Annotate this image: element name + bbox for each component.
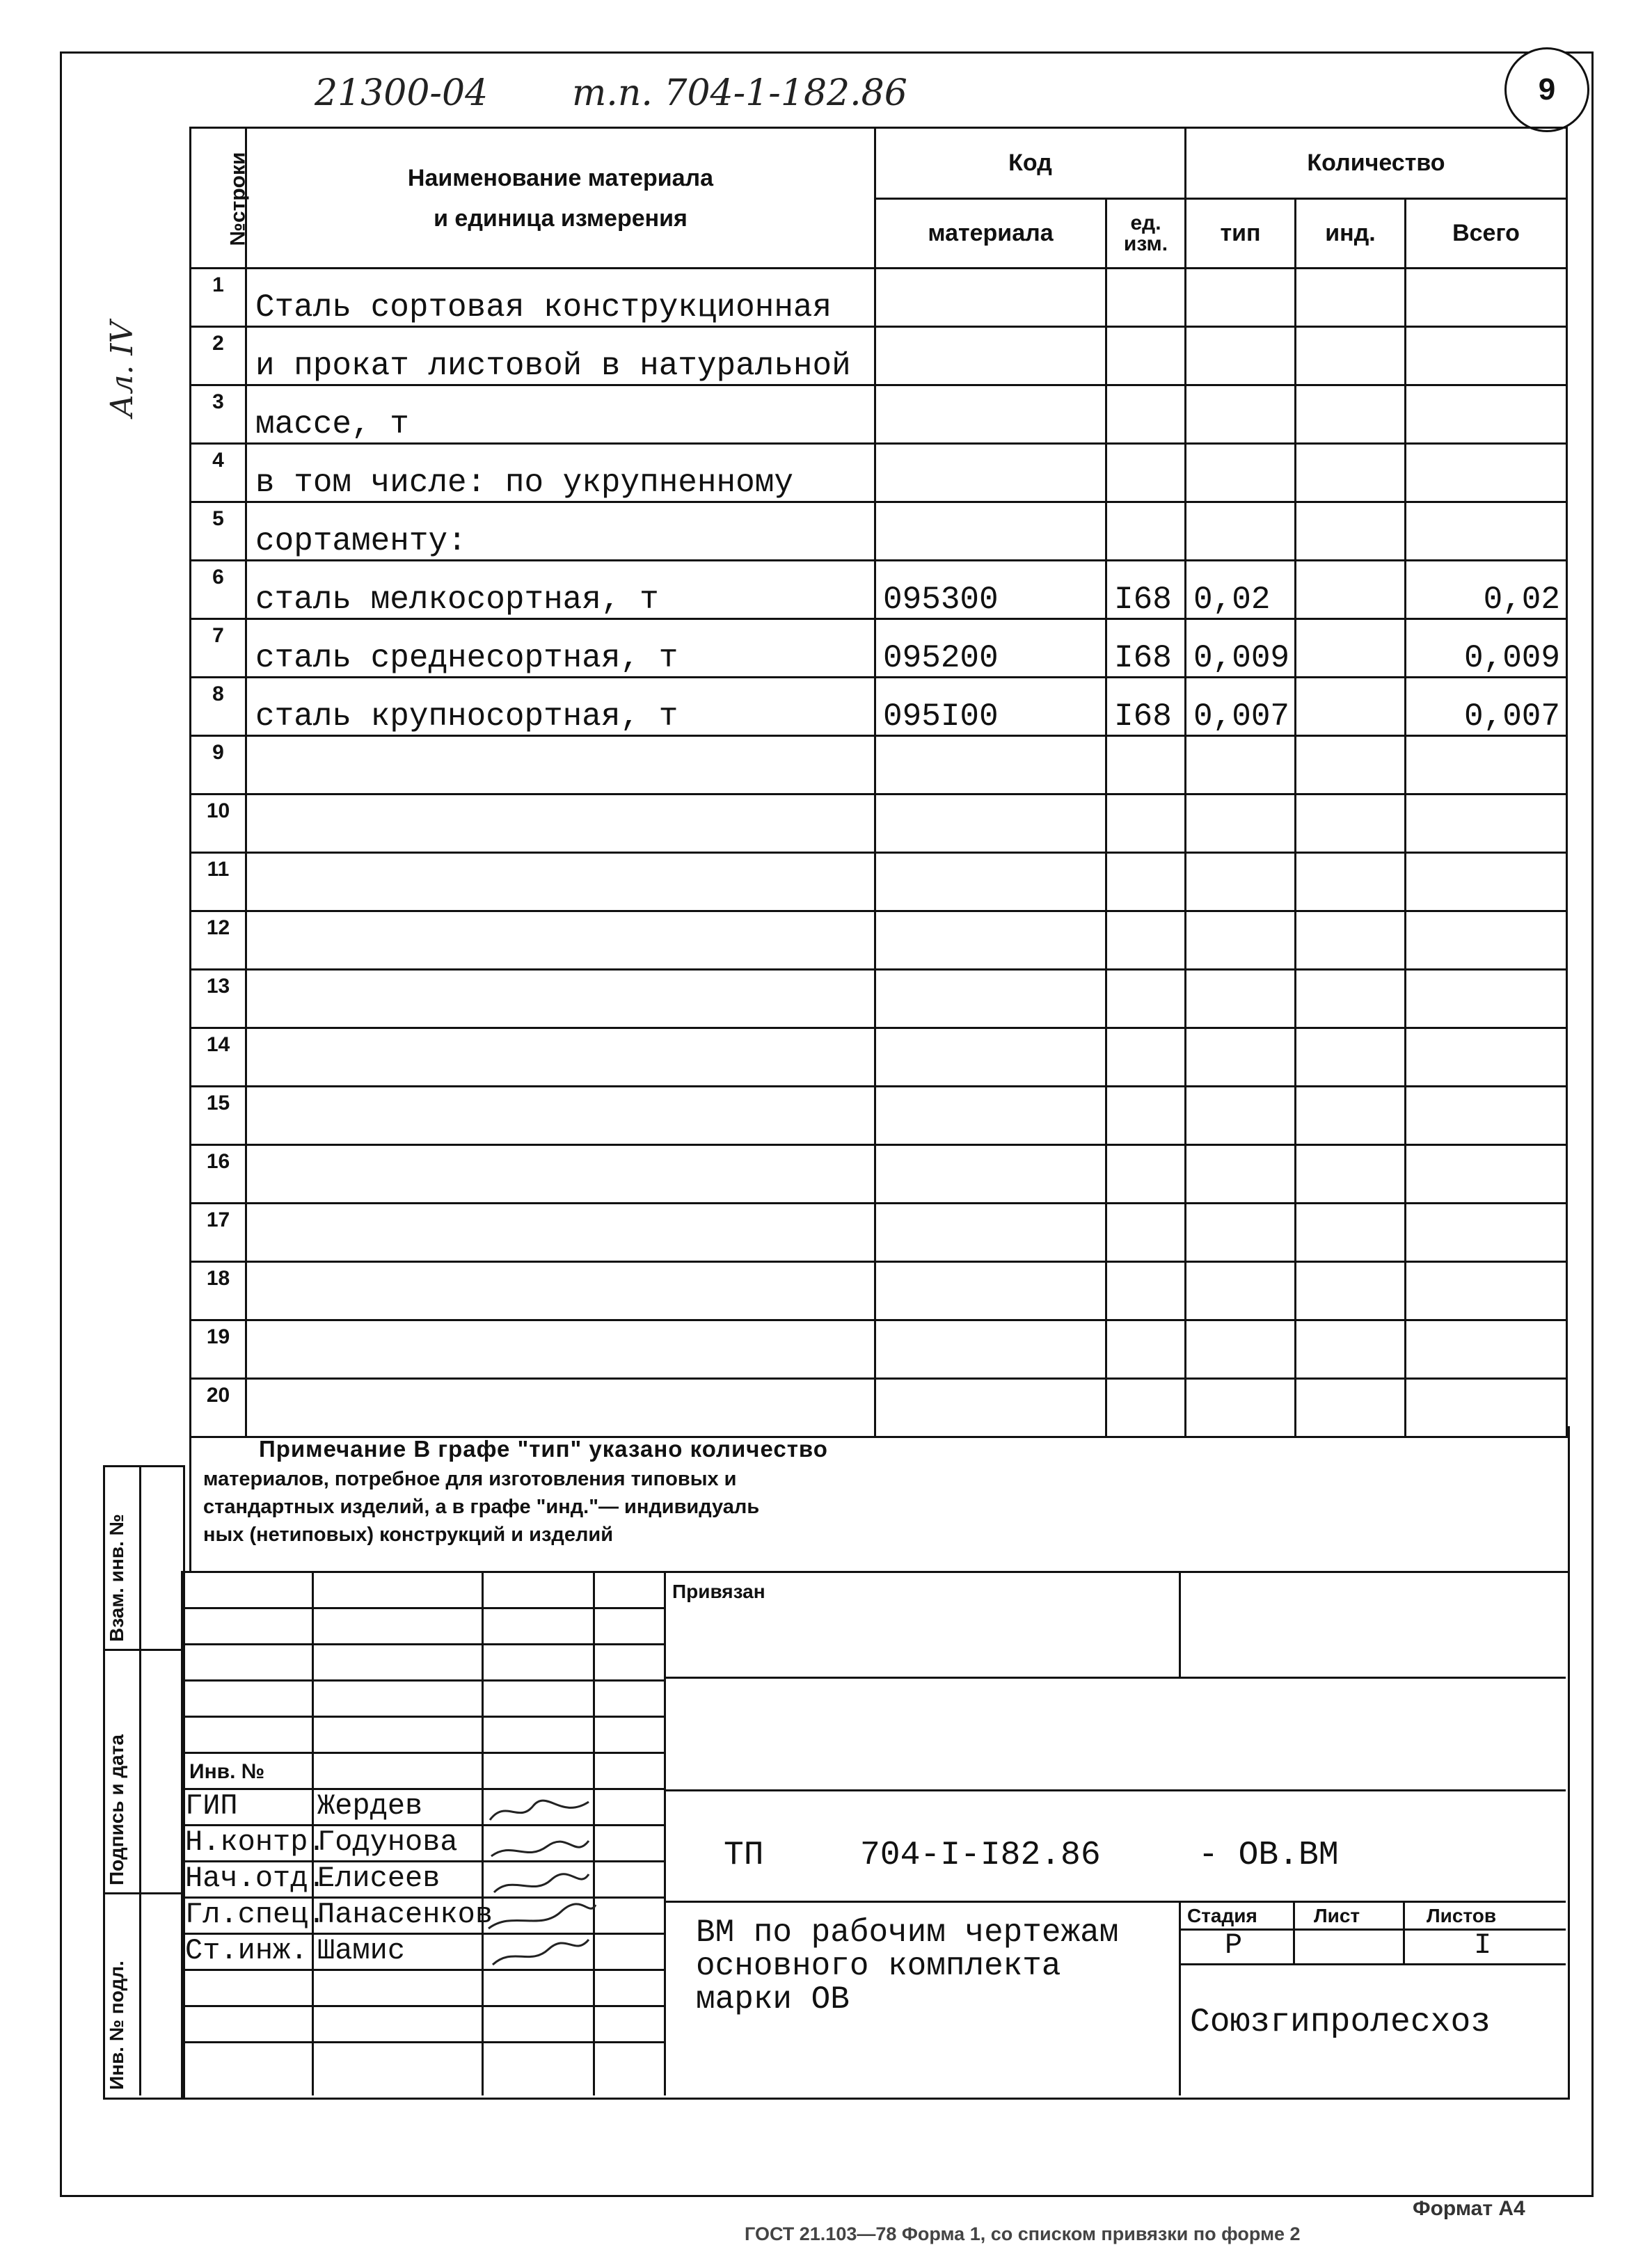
qty-type — [1186, 794, 1296, 853]
unit-code — [1106, 444, 1186, 502]
material-code — [875, 1087, 1106, 1145]
material-name — [246, 1145, 875, 1204]
row-number: 13 — [191, 970, 246, 1028]
material-code — [875, 853, 1106, 911]
format-label: Формат А4 — [1413, 2197, 1525, 2220]
qty-type — [1186, 736, 1296, 794]
qty-total: 0,007 — [1406, 678, 1567, 736]
staff-name: Жердев — [317, 1789, 423, 1823]
table-row — [191, 619, 1567, 678]
col-code-material-header: материала — [875, 199, 1106, 269]
material-code — [875, 1028, 1106, 1087]
materials-table — [189, 127, 1568, 1438]
qty-type — [1186, 444, 1296, 502]
qty-total — [1406, 269, 1567, 327]
table-row — [191, 794, 1567, 853]
material-name — [246, 1087, 875, 1145]
doc-code: 704-I-I82.86 — [860, 1837, 1101, 1874]
qty-ind — [1296, 1145, 1406, 1204]
table-row — [191, 561, 1567, 619]
row-number: 11 — [191, 853, 246, 911]
table-row — [191, 1204, 1567, 1262]
material-code — [875, 1262, 1106, 1320]
description-line-2: основного комплекта — [696, 1948, 1061, 1984]
row-number: 4 — [191, 444, 246, 502]
row-number: 3 — [191, 385, 246, 444]
col-code-unit-header: ед. изм. — [1106, 199, 1186, 269]
side-label-inv-podl: Инв. № подл. — [106, 1960, 127, 2090]
qty-total — [1406, 1028, 1567, 1087]
qty-type — [1186, 385, 1296, 444]
row-number: 17 — [191, 1204, 246, 1262]
qty-type — [1186, 1320, 1296, 1379]
material-name: в том числе: по укрупненному — [246, 444, 875, 502]
table-row — [191, 1028, 1567, 1087]
unit-code — [1106, 1320, 1186, 1379]
material-name: массе, т — [246, 385, 875, 444]
table-row — [191, 736, 1567, 794]
qty-ind — [1296, 269, 1406, 327]
qty-total — [1406, 736, 1567, 794]
material-name — [246, 1204, 875, 1262]
qty-ind — [1296, 970, 1406, 1028]
staff-role: ГИП — [185, 1789, 238, 1823]
qty-ind — [1296, 1320, 1406, 1379]
note-line-2: материалов, потребное для изготовления типовых и — [203, 1468, 737, 1490]
col-qty-header: Количество — [1186, 128, 1567, 199]
staff-role: Н.контр. — [185, 1826, 326, 1859]
material-code — [875, 1204, 1106, 1262]
qty-ind — [1296, 327, 1406, 385]
row-number: 10 — [191, 794, 246, 853]
unit-code — [1106, 794, 1186, 853]
qty-type — [1186, 327, 1296, 385]
qty-ind — [1296, 853, 1406, 911]
side-label-vzam: Взам. инв. № — [106, 1514, 127, 1642]
row-number: 20 — [191, 1379, 246, 1437]
qty-ind — [1296, 619, 1406, 678]
col-name-header: Наименование материала и единица измерения — [246, 128, 875, 269]
material-code — [875, 327, 1106, 385]
row-number: 5 — [191, 502, 246, 561]
table-row — [191, 1320, 1567, 1379]
material-code — [875, 970, 1106, 1028]
unit-code — [1106, 327, 1186, 385]
doc-number-handwritten: 21300-04 — [315, 72, 489, 114]
col-qty-type-header: тип — [1186, 199, 1296, 269]
material-name — [246, 794, 875, 853]
qty-type — [1186, 502, 1296, 561]
qty-type: 0,02 — [1186, 561, 1296, 619]
row-number: 12 — [191, 911, 246, 970]
material-code — [875, 269, 1106, 327]
staff-role: Ст.инж. — [185, 1934, 308, 1967]
material-code — [875, 385, 1106, 444]
stage-label: Стадия — [1187, 1905, 1257, 1926]
material-code — [875, 502, 1106, 561]
unit-code — [1106, 911, 1186, 970]
qty-ind — [1296, 911, 1406, 970]
qty-type — [1186, 269, 1296, 327]
unit-code — [1106, 502, 1186, 561]
material-name: сталь крупносортная, т — [246, 678, 875, 736]
row-number: 19 — [191, 1320, 246, 1379]
staff-name: Панасенков — [317, 1898, 493, 1931]
table-row — [191, 385, 1567, 444]
qty-total: 0,02 — [1406, 561, 1567, 619]
unit-code — [1106, 1145, 1186, 1204]
qty-type — [1186, 1028, 1296, 1087]
material-code — [875, 911, 1106, 970]
table-row — [191, 970, 1567, 1028]
col-code-header: Код — [875, 128, 1186, 199]
material-name — [246, 853, 875, 911]
table-row — [191, 502, 1567, 561]
description-line-1: ВМ по рабочим чертежам — [696, 1915, 1119, 1951]
qty-type — [1186, 853, 1296, 911]
staff-name: Елисеев — [317, 1862, 440, 1895]
qty-type — [1186, 1087, 1296, 1145]
qty-total — [1406, 911, 1567, 970]
material-code — [875, 1320, 1106, 1379]
qty-type: 0,009 — [1186, 619, 1296, 678]
qty-total — [1406, 1204, 1567, 1262]
material-code: 095200 — [875, 619, 1106, 678]
qty-total: 0,009 — [1406, 619, 1567, 678]
unit-code — [1106, 970, 1186, 1028]
row-number: 14 — [191, 1028, 246, 1087]
material-code: 095I00 — [875, 678, 1106, 736]
row-number: 15 — [191, 1087, 246, 1145]
col-qty-total-header: Всего — [1406, 199, 1567, 269]
staff-role: Нач.отд. — [185, 1862, 326, 1895]
qty-ind — [1296, 502, 1406, 561]
qty-ind — [1296, 1204, 1406, 1262]
stage-value: Р — [1225, 1928, 1243, 1962]
material-name: сталь среднесортная, т — [246, 619, 875, 678]
row-number: 16 — [191, 1145, 246, 1204]
qty-ind — [1296, 1087, 1406, 1145]
row-number: 7 — [191, 619, 246, 678]
unit-code — [1106, 736, 1186, 794]
side-handwritten-mark: Ал. IV — [104, 321, 140, 417]
doc-code-suffix: - ОВ.ВМ — [1198, 1837, 1339, 1874]
sheets-label: Листов — [1427, 1905, 1497, 1926]
side-label-podpis: Подпись и дата — [106, 1734, 127, 1885]
qty-type — [1186, 970, 1296, 1028]
table-row — [191, 853, 1567, 911]
material-name: сортаменту: — [246, 502, 875, 561]
row-number: 9 — [191, 736, 246, 794]
material-name — [246, 1028, 875, 1087]
row-number: 18 — [191, 1262, 246, 1320]
material-name — [246, 1262, 875, 1320]
staff-role: Гл.спец. — [185, 1898, 326, 1931]
qty-total — [1406, 385, 1567, 444]
qty-total — [1406, 1145, 1567, 1204]
organization-name: Союзгипролесхоз — [1190, 2004, 1491, 2041]
qty-ind — [1296, 1028, 1406, 1087]
qty-ind — [1296, 794, 1406, 853]
material-name: и прокат листовой в натуральной — [246, 327, 875, 385]
qty-total — [1406, 970, 1567, 1028]
inv-no-label: Инв. № — [189, 1760, 265, 1783]
unit-code: I68 — [1106, 678, 1186, 736]
unit-code — [1106, 1028, 1186, 1087]
table-row — [191, 444, 1567, 502]
unit-code — [1106, 269, 1186, 327]
table-row — [191, 911, 1567, 970]
qty-total — [1406, 327, 1567, 385]
row-number: 6 — [191, 561, 246, 619]
qty-type: 0,007 — [1186, 678, 1296, 736]
material-name — [246, 970, 875, 1028]
material-name — [246, 736, 875, 794]
note-line-4: ных (нетиповых) конструкций и изделий — [203, 1524, 614, 1546]
qty-ind — [1296, 385, 1406, 444]
qty-ind — [1296, 561, 1406, 619]
table-row — [191, 1087, 1567, 1145]
qty-total — [1406, 1087, 1567, 1145]
qty-total — [1406, 794, 1567, 853]
row-number: 1 — [191, 269, 246, 327]
qty-type — [1186, 911, 1296, 970]
qty-ind — [1296, 444, 1406, 502]
description-line-3: марки ОВ — [696, 1981, 850, 2018]
project-handwritten: т.п. 704-1-182.86 — [572, 72, 907, 114]
qty-total — [1406, 1320, 1567, 1379]
doc-code-prefix: ТП — [724, 1837, 764, 1874]
qty-type — [1186, 1204, 1296, 1262]
note-line-3: стандартных изделий, а в графе "инд."— индивидуаль — [203, 1496, 760, 1518]
material-code — [875, 1145, 1106, 1204]
table-row — [191, 269, 1567, 327]
material-code — [875, 444, 1106, 502]
note-line-1: Примечание В графе "тип" указано количество — [259, 1436, 828, 1462]
page-number: 9 — [1504, 47, 1589, 132]
material-name: Сталь сортовая конструкционная — [246, 269, 875, 327]
unit-code — [1106, 853, 1186, 911]
qty-total — [1406, 502, 1567, 561]
material-code: 095300 — [875, 561, 1106, 619]
material-name — [246, 1320, 875, 1379]
material-code — [875, 736, 1106, 794]
table-row — [191, 327, 1567, 385]
unit-code — [1106, 1262, 1186, 1320]
privyazan-label: Привязан — [672, 1581, 765, 1602]
qty-total — [1406, 444, 1567, 502]
qty-total — [1406, 1262, 1567, 1320]
qty-type — [1186, 1262, 1296, 1320]
sheets-value: I — [1474, 1928, 1492, 1962]
unit-code — [1106, 1087, 1186, 1145]
unit-code: I68 — [1106, 561, 1186, 619]
standard-note: ГОСТ 21.103—78 Форма 1, со списком привязки по форме 2 — [745, 2223, 1301, 2244]
col-qty-ind-header: инд. — [1296, 199, 1406, 269]
material-name — [246, 911, 875, 970]
qty-ind — [1296, 678, 1406, 736]
signatures-drawing — [484, 1792, 596, 1970]
staff-name: Шамис — [317, 1934, 406, 1967]
table-row — [191, 1145, 1567, 1204]
unit-code — [1106, 385, 1186, 444]
qty-type — [1186, 1145, 1296, 1204]
row-number: 2 — [191, 327, 246, 385]
staff-name: Годунова — [317, 1826, 458, 1859]
unit-code: I68 — [1106, 619, 1186, 678]
material-name: сталь мелкосортная, т — [246, 561, 875, 619]
qty-total — [1406, 853, 1567, 911]
sheet-label: Лист — [1314, 1905, 1360, 1926]
unit-code — [1106, 1204, 1186, 1262]
material-code — [875, 794, 1106, 853]
col-rownum-header: №строки — [191, 128, 246, 269]
qty-ind — [1296, 1262, 1406, 1320]
row-number: 8 — [191, 678, 246, 736]
table-row — [191, 678, 1567, 736]
qty-ind — [1296, 736, 1406, 794]
table-row — [191, 1262, 1567, 1320]
